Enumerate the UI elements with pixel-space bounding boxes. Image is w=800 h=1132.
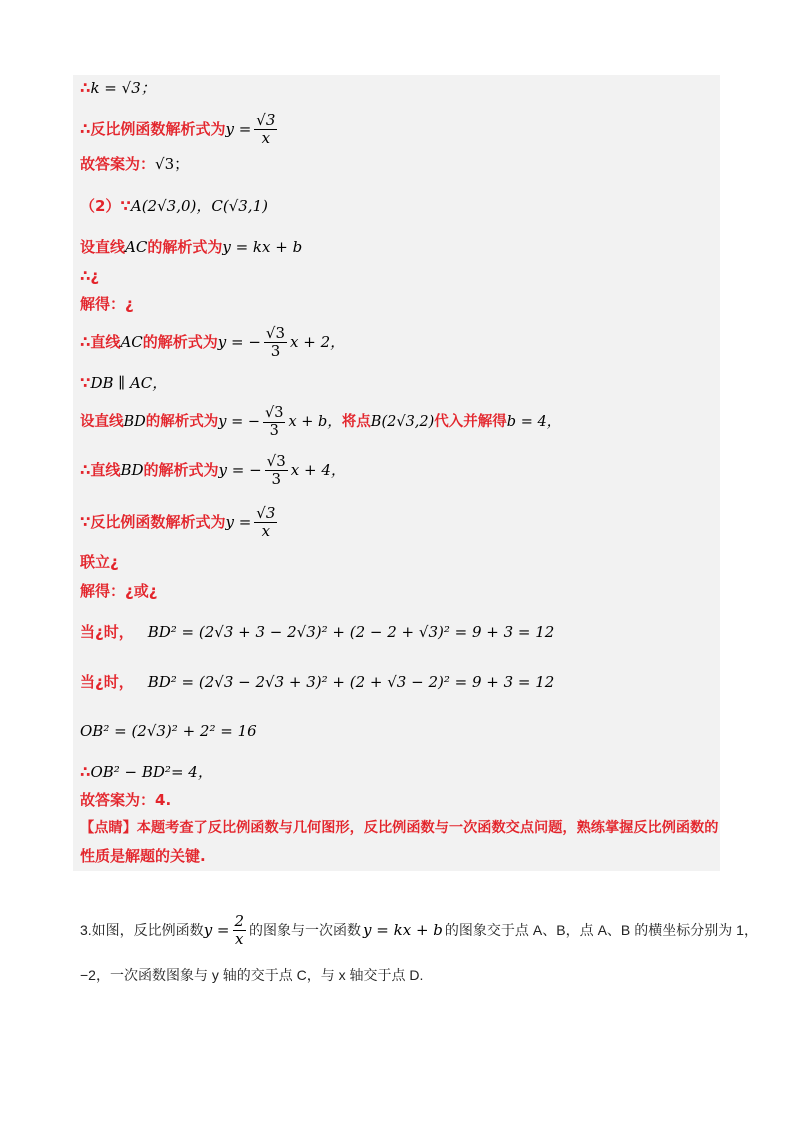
question-text: 3.如图，反比例函数	[80, 922, 204, 938]
solution-line-7	[80, 294, 134, 314]
fraction	[254, 112, 277, 147]
text-segment: ∴直线	[80, 333, 121, 351]
math-expression: = 4，	[170, 763, 213, 781]
solution-line-14	[80, 581, 157, 601]
text-segment: 故答案为：	[80, 155, 156, 173]
solution-line-19	[80, 790, 171, 810]
fraction-numerator: √3	[256, 110, 276, 129]
solution-line-13	[80, 552, 119, 572]
text-segment: ∴反比例函数解析式为	[80, 120, 226, 138]
solution-line-20	[80, 818, 718, 838]
fraction	[264, 325, 287, 360]
math-expression: k = √3；	[90, 79, 156, 97]
comment-text: 性质是解题的关键.	[80, 847, 206, 865]
math-variable: BD	[123, 414, 146, 430]
solution-line-2	[80, 112, 280, 146]
comment-text: 【点睛】本题考查了反比例函数与几何图形，反比例函数与一次函数交点问题，熟练掌握反比例函数的	[80, 820, 719, 836]
math-expression: BD² = (2√3 + 3 − 2√3)² + (2 − 2 + √3)² = 9 + 3 = 12	[147, 623, 555, 641]
solution-line-11	[80, 452, 346, 488]
question-3-line-2	[80, 965, 423, 985]
math-expression: BD² = (2√3 − 2√3 + 3)² + (2 + √3 − 2)² = 9 + 3 = 12	[147, 673, 555, 691]
math-variable: AC	[120, 333, 143, 351]
text-segment: 将点	[341, 414, 371, 430]
solution-line-5	[80, 237, 302, 257]
math-expression: x + b，	[288, 414, 342, 430]
math-expression: y =	[225, 513, 252, 531]
solution-line-10	[80, 404, 561, 440]
fraction-numerator: √3	[256, 503, 276, 522]
math-expression: B(2√3,2)	[370, 414, 435, 430]
fraction-denominator: x	[235, 929, 244, 948]
math-expression: x + 4，	[290, 461, 346, 479]
solution-line-9	[80, 373, 167, 393]
math-expression: x + 2，	[290, 333, 346, 351]
fraction-numerator: √3	[265, 404, 284, 421]
text-segment: 联立¿	[80, 553, 119, 571]
math-expression: OB² = (2√3)² + 2² = 16	[80, 722, 257, 740]
text-segment: 解得：¿或¿	[80, 582, 158, 600]
text-segment: 设直线	[80, 238, 126, 256]
solution-line-18	[80, 762, 213, 782]
math-expression: OB² − BD²	[90, 763, 171, 781]
solution-line-17	[80, 721, 257, 741]
math-expression: A(2√3,0)，C(√3,1)	[130, 197, 268, 215]
solution-line-21	[80, 846, 206, 866]
fraction-numerator: 2	[234, 911, 245, 930]
question-text: −2，一次函数图象与 y 轴的交于点 C，与 x 轴交于点 D.	[80, 967, 424, 983]
question-text: 的横坐标分别为 1，	[634, 922, 758, 938]
question-3-line-1	[80, 912, 758, 948]
math-expression: √3；	[155, 155, 190, 173]
fraction-denominator: 3	[271, 469, 281, 488]
fraction-denominator: x	[261, 128, 271, 147]
fraction-denominator: x	[261, 521, 271, 540]
math-expression: y =	[225, 120, 252, 138]
text-segment: 解得：¿	[80, 295, 134, 313]
solution-line-6	[80, 266, 99, 286]
part-label: （2）∵	[80, 197, 131, 215]
fraction	[233, 913, 247, 948]
text-segment: 的解析式为	[143, 461, 219, 479]
fraction-numerator: √3	[266, 451, 286, 470]
fraction-numerator: √3	[265, 323, 286, 342]
math-expression: y = −	[218, 461, 262, 479]
fraction-denominator: 3	[270, 341, 281, 360]
fraction	[263, 405, 285, 440]
text-segment: ∴¿	[80, 267, 100, 285]
text-segment: 设直线	[80, 414, 124, 430]
math-expression: y =	[203, 921, 230, 939]
fraction	[265, 453, 288, 488]
therefore-symbol: ∴	[80, 79, 91, 97]
question-text: A、B，点	[532, 922, 594, 938]
solution-line-3	[80, 154, 189, 174]
math-variable: BD	[120, 461, 144, 479]
text-segment: 代入并解得	[434, 414, 507, 430]
fraction	[254, 505, 277, 540]
text-segment: 当¿时，	[80, 623, 134, 641]
text-segment: 的解析式为	[147, 238, 223, 256]
fraction-denominator: 3	[269, 422, 279, 439]
math-expression: y = kx + b	[363, 921, 443, 939]
answer-text: 故答案为：4.	[80, 791, 172, 809]
therefore-symbol: ∴	[80, 763, 91, 781]
question-text: 的图象交于点	[444, 922, 529, 938]
math-expression: y = −	[218, 414, 260, 430]
math-expression: DB ∥ AC，	[90, 374, 168, 392]
text-segment: 的解析式为	[145, 414, 219, 430]
text-segment: 的解析式为	[142, 333, 218, 351]
math-expression: y = −	[217, 333, 261, 351]
math-variable: AC	[125, 238, 148, 256]
text-segment: 当¿时，	[80, 673, 134, 691]
solution-line-15	[80, 622, 554, 642]
solution-line-4	[80, 196, 268, 216]
solution-line-1	[80, 78, 156, 98]
solution-line-12	[80, 505, 280, 539]
text-segment: ∵反比例函数解析式为	[80, 513, 226, 531]
question-text: 的图象与一次函数	[249, 922, 362, 938]
question-text: A、B	[597, 922, 631, 938]
solution-line-16	[80, 672, 554, 692]
text-segment: ∴直线	[80, 461, 121, 479]
because-symbol: ∵	[80, 374, 91, 392]
math-expression: b = 4，	[506, 414, 562, 430]
math-expression: y = kx + b	[222, 238, 303, 256]
solution-line-8	[80, 324, 345, 360]
